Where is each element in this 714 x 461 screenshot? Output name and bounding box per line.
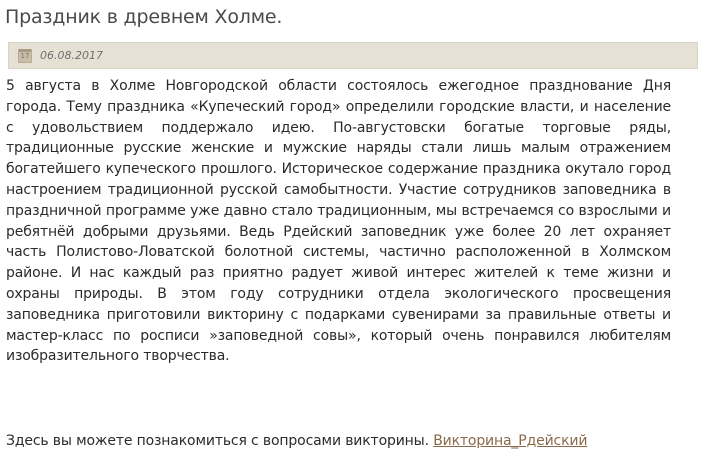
quiz-link[interactable]: Викторина_Рдейский — [433, 433, 588, 449]
calendar-icon: 17 — [18, 49, 32, 63]
quiz-line — [6, 431, 587, 451]
post-date: 06.08.2017 — [40, 49, 103, 62]
article-title: Праздник в древнем Холме. — [5, 6, 283, 28]
quiz-intro-text: Здесь вы можете познакомиться с вопросами викторины. — [6, 433, 429, 449]
article-body: 5 августа в Холме Новгородской области состоялось ежегодное празднование Дня города. Тему праздника «Купеческий город» определили городские власти, и население с удовольствием поддержало идею. По-августовски богатые торговые ряды, традиционные русские женские и мужские наряды стали лишь малым отражением богатейшего купеческого прошлого. Историческое содержание праздника окутало город настроением традиционной русской самобытности. Участие сотрудников заповедника в праздничной программе уже давно стало традиционным, мы встречаемся со взрослыми и ребятнёй добрыми друзьями. Ведь Рдейский заповедник уже более 20 лет охраняет часть Полистово-Ловатской болотной системы, частично расположенной в Холмском районе. И нас каждый раз приятно радует живой интерес жителей к теме жизни и охраны природы. В этом году сотрудники отдела экологического просвещения заповедника приготовили викторину с подарками сувенирами за правильные ответы и мастер-класс по росписи »заповедной совы», который очень понравился любителям изобразительного творчества. — [6, 78, 671, 365]
date-bar — [8, 42, 698, 69]
